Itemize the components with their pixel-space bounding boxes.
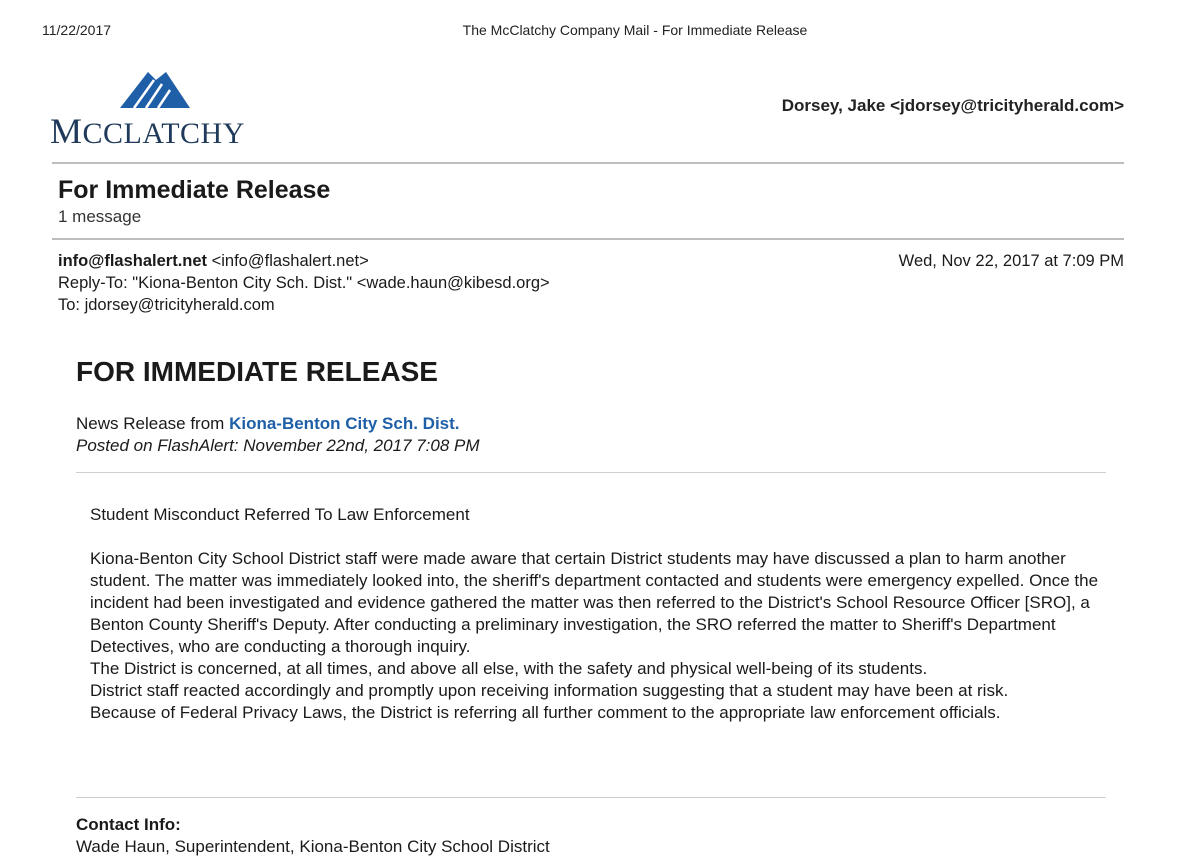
news-release-source (76, 414, 460, 434)
thread-subject: For Immediate Release (58, 176, 331, 204)
posted-line: Posted on FlashAlert: November 22nd, 2017 7:08 PM (76, 436, 480, 455)
message-date: Wed, Nov 22, 2017 at 7:09 PM (898, 252, 1124, 270)
account-user: Dorsey, Jake <jdorsey@tricityherald.com> (781, 96, 1124, 115)
message-count: 1 message (58, 207, 142, 226)
divider (76, 797, 1106, 798)
to-line: To: jdorsey@tricityherald.com (58, 296, 275, 314)
print-date: 11/22/2017 (42, 22, 112, 38)
divider (52, 162, 1124, 164)
sender-line (58, 252, 369, 271)
release-title: Student Misconduct Referred To Law Enforcement (90, 505, 470, 524)
sender-name[interactable]: info@flashalert.net (58, 252, 208, 270)
sender-address: <info@flashalert.net> (211, 252, 369, 270)
contact-label: Contact Info: (76, 815, 181, 834)
release-body (90, 548, 1100, 724)
mcclatchy-logo (50, 70, 270, 150)
body-paragraph: Because of Federal Privacy Laws, the District is referring all further comment to the appropriate law enforcement officials. (90, 703, 1001, 722)
news-prefix: News Release from (76, 414, 230, 433)
divider (52, 238, 1124, 240)
release-heading: FOR IMMEDIATE RELEASE (76, 356, 438, 387)
logo-wordmark: MCCLATCHY (50, 111, 245, 151)
contact-name: Wade Haun, Superintendent, Kiona-Benton City School District (76, 837, 550, 856)
print-page-title: The McClatchy Company Mail - For Immediate Release (462, 22, 808, 38)
reply-to-line: Reply-To: "Kiona-Benton City Sch. Dist." <wade.haun@kibesd.org> (58, 274, 550, 292)
body-paragraph: District staff reacted accordingly and promptly upon receiving information suggesting that a student may have been at risk. (90, 681, 1009, 700)
divider (76, 472, 1106, 473)
body-paragraph: Kiona-Benton City School District staff were made aware that certain District students may have discussed a plan to harm another student. The matter was immediately looked into, the sheriff's department contacted and students were emergency expelled. Once the incident had been investigated and evidence gathered the matter was then referred to the District's School Resource Officer [SRO], a Benton County Sheriff's Deputy. After conducting a preliminary investigation, the SRO referred the matter to Sheriff's Department Detectives, who are conducting a thorough inquiry. (90, 549, 1099, 656)
mcclatchy-mountain-icon (120, 70, 190, 110)
body-paragraph: The District is concerned, at all times, and above all else, with the safety and physical well-being of its students. (90, 659, 928, 678)
news-source-link[interactable]: Kiona-Benton City Sch. Dist. (229, 414, 460, 433)
